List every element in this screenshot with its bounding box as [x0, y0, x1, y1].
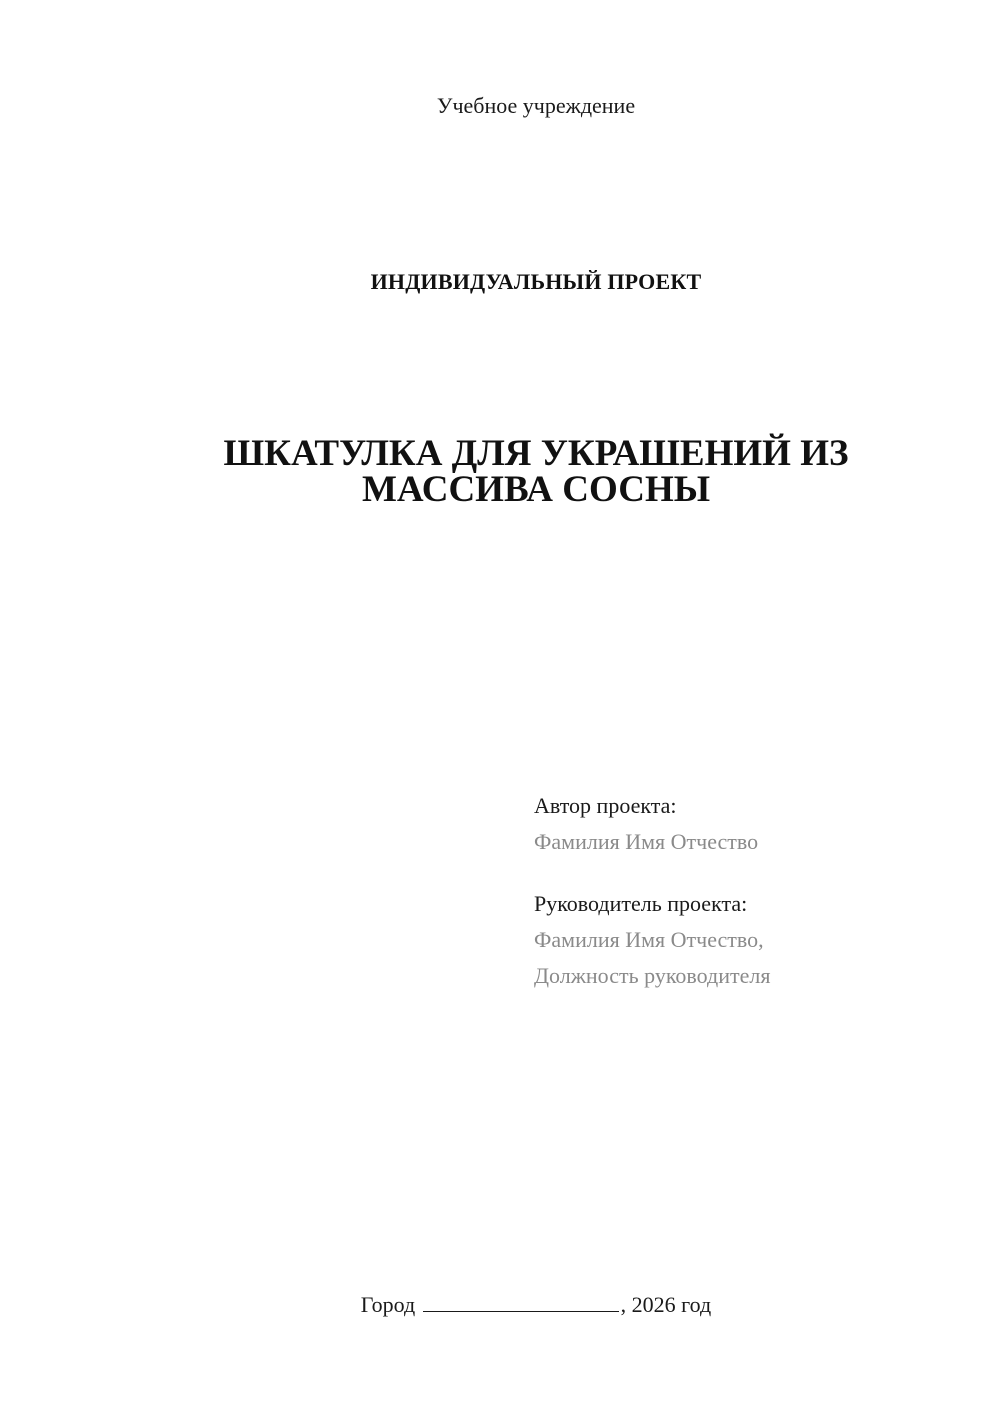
supervisor-name: Фамилия Имя Отчество,: [534, 927, 764, 952]
project-title-line-1: ШКАТУЛКА ДЛЯ УКРАШЕНИЙ ИЗ: [223, 433, 849, 474]
institution-name: Учебное учреждение: [436, 93, 636, 118]
city-blank-line: [423, 1291, 619, 1312]
supervisor-label: Руководитель проекта:: [534, 891, 748, 916]
year-text: , 2026 год: [620, 1292, 712, 1317]
project-credits: [534, 788, 954, 994]
project-title: [150, 433, 922, 510]
credits-spacer: [534, 860, 954, 886]
city-year-line: [0, 1290, 1000, 1320]
city-label: Город: [360, 1292, 416, 1317]
project-title-line-2: МАССИВА СОСНЫ: [361, 469, 711, 510]
project-type-heading: ИНДИВИДУАЛЬНЫЙ ПРОЕКТ: [370, 269, 702, 294]
author-name: Фамилия Имя Отчество: [534, 829, 759, 854]
supervisor-position: Должность руководителя: [534, 963, 771, 988]
author-label: Автор проекта:: [534, 793, 677, 818]
